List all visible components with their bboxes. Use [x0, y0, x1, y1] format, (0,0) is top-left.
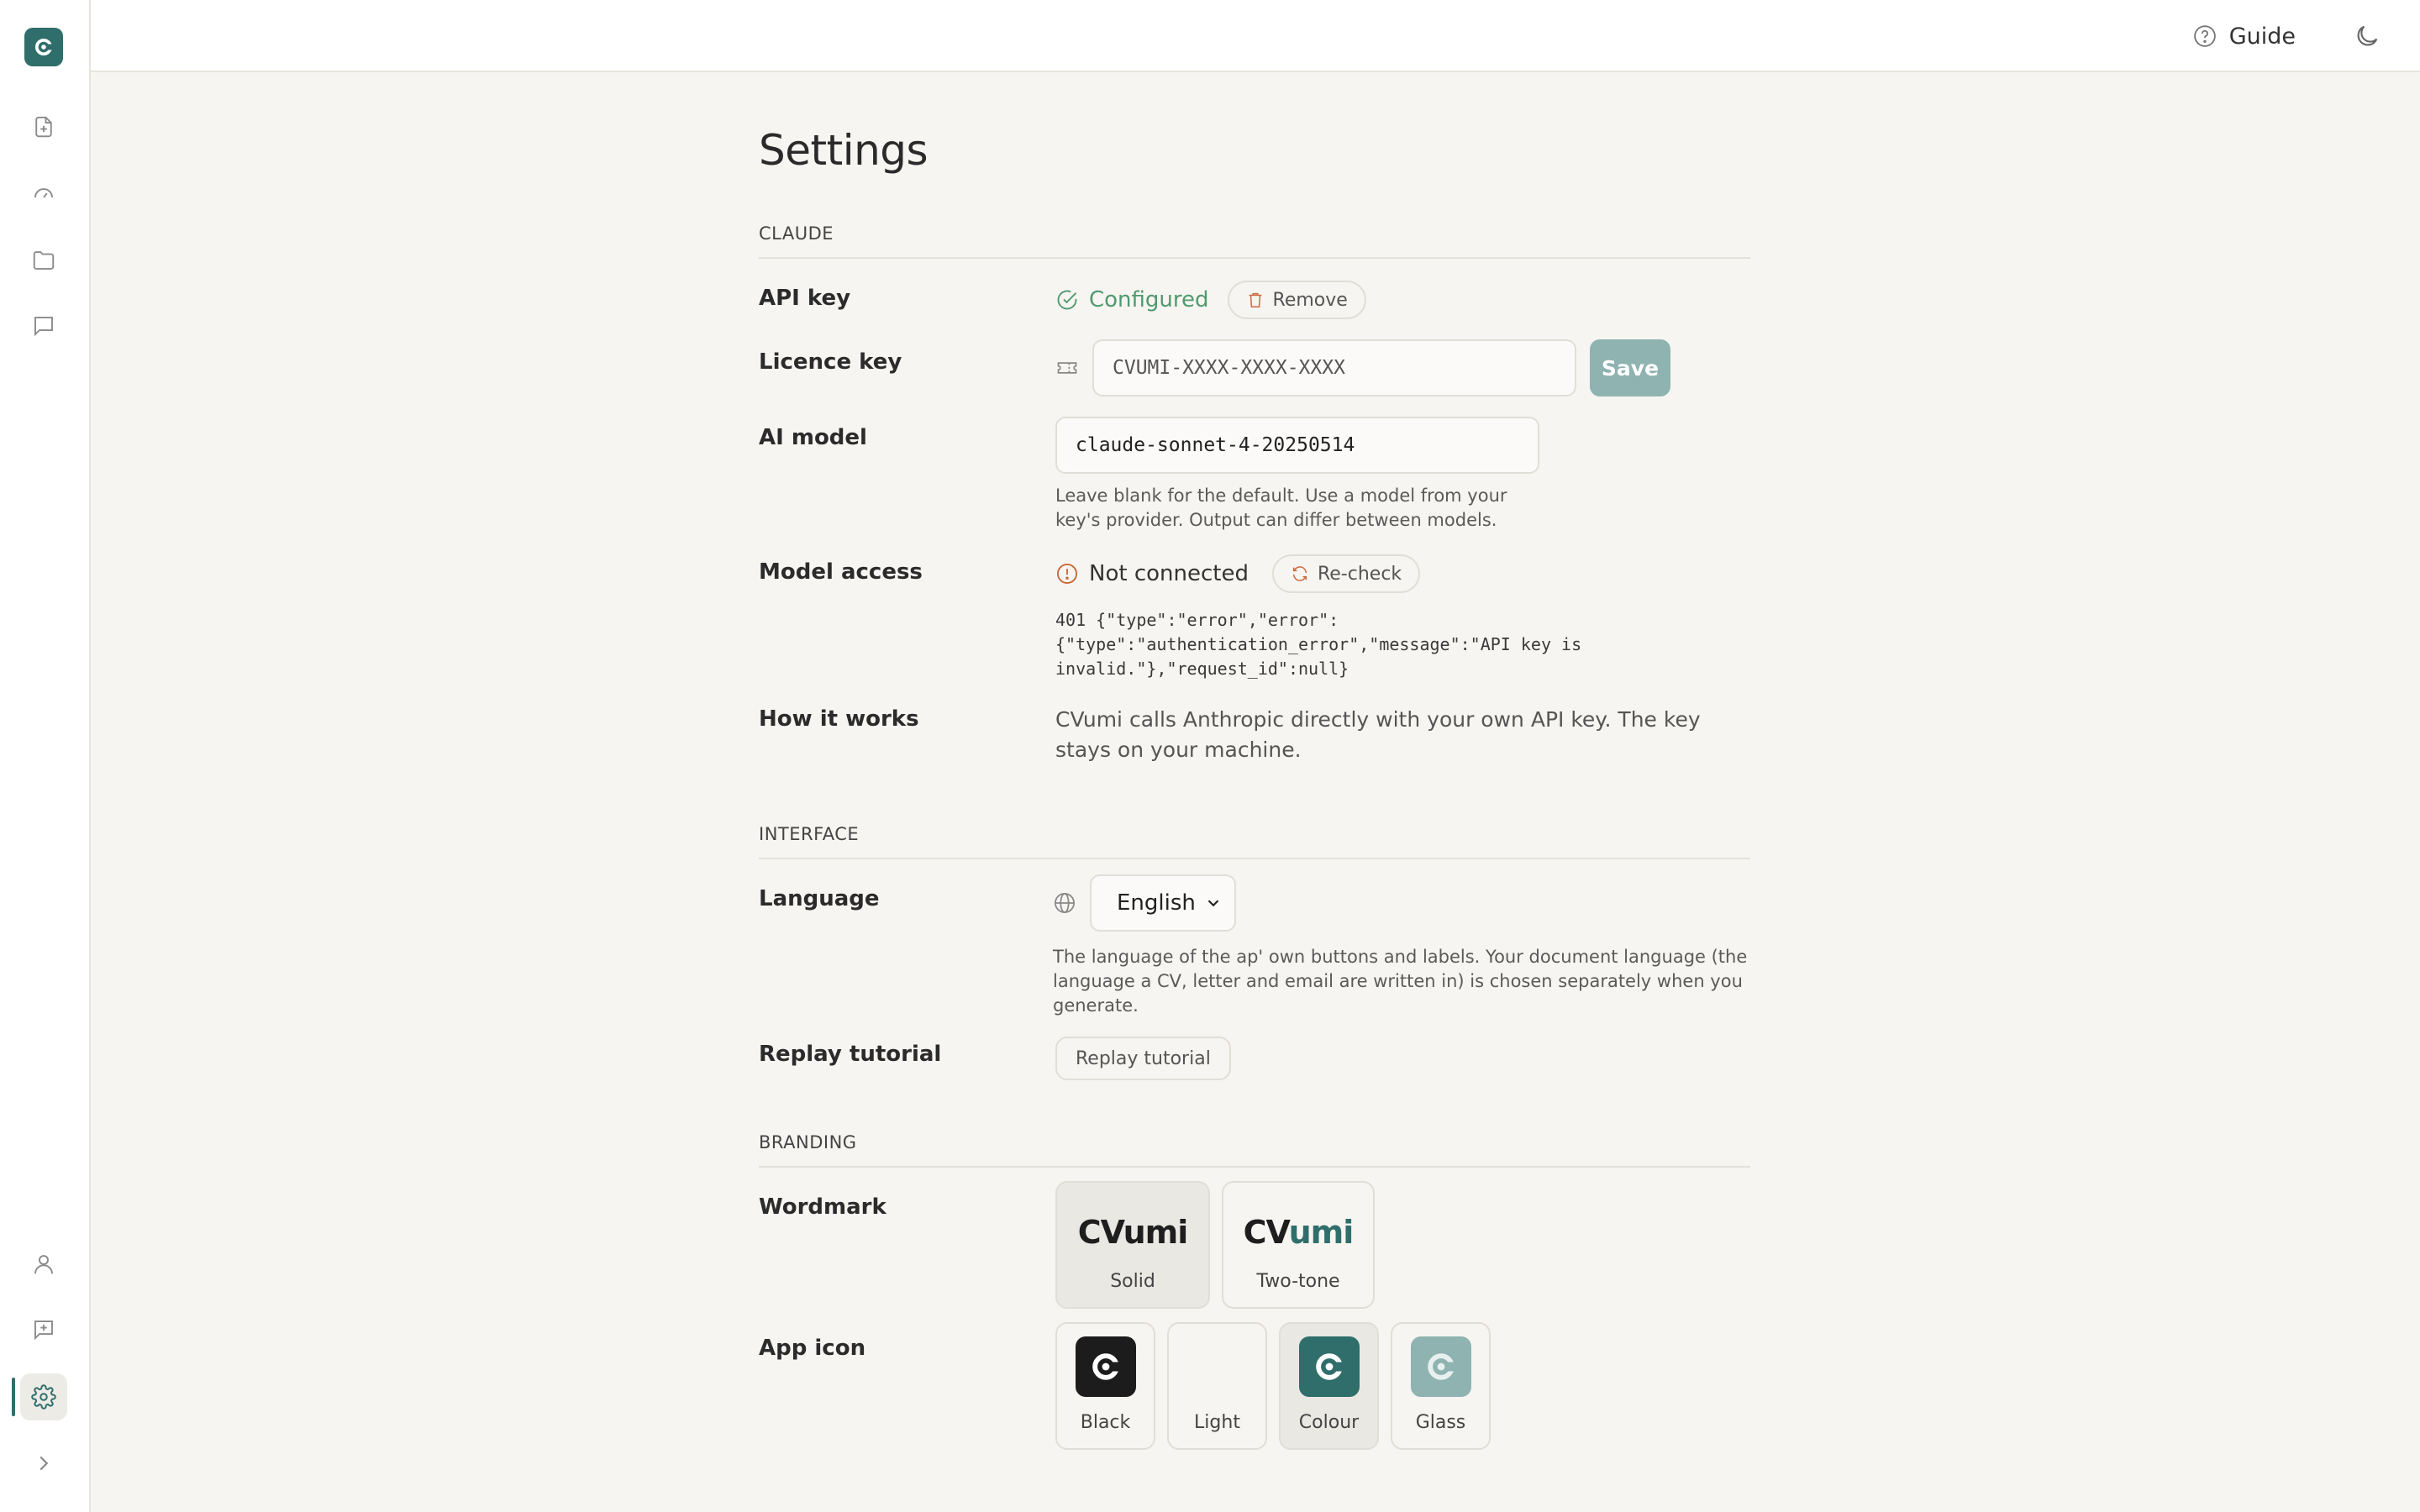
recheck-label: Re-check — [1317, 563, 1402, 585]
app-icon-black-preview — [1076, 1336, 1136, 1397]
gauge-icon — [31, 181, 56, 206]
ai-model-help: Leave blank for the default. Use a model from your key's provider. Output can differ between models. — [1055, 486, 1507, 530]
logo-icon — [1199, 1348, 1236, 1385]
settings-page — [759, 126, 1750, 1450]
app-icon-option-glass[interactable] — [1391, 1322, 1491, 1450]
sidebar-item-folders[interactable] — [20, 237, 67, 284]
remove-label: Remove — [1272, 289, 1348, 311]
app-icon-light-label: Light — [1194, 1412, 1240, 1433]
sidebar-item-profile[interactable] — [20, 1241, 67, 1288]
file-plus-icon — [31, 114, 56, 139]
sidebar-item-messages[interactable] — [20, 302, 67, 349]
licence-key-input[interactable] — [1092, 339, 1576, 396]
replay-tutorial-label: Replay tutorial — [759, 1042, 942, 1067]
language-selected: English — [1117, 890, 1196, 916]
ai-model-input[interactable] — [1055, 417, 1539, 474]
app-icon-option-colour[interactable] — [1279, 1322, 1379, 1450]
trash-icon — [1246, 291, 1265, 309]
logo-icon — [1087, 1348, 1124, 1385]
check-circle-icon — [1055, 288, 1079, 312]
app-icon-label: App icon — [759, 1336, 866, 1361]
logo-icon — [1311, 1348, 1348, 1385]
model-access-status-text: Not connected — [1089, 561, 1249, 586]
ticket-icon — [1055, 356, 1079, 380]
chevron-down-icon — [1204, 894, 1223, 912]
message-plus-icon — [31, 1317, 56, 1342]
folder-icon — [31, 248, 56, 273]
help-circle-icon — [2192, 24, 2217, 49]
api-key-status-text: Configured — [1089, 287, 1209, 312]
model-access-status — [1055, 561, 1249, 586]
ai-model-row — [759, 420, 1750, 533]
wordmark-two-tone-preview: CVumi — [1243, 1214, 1354, 1251]
sidebar-item-settings[interactable] — [20, 1373, 67, 1420]
app-icon-light-preview — [1187, 1336, 1248, 1397]
ai-model-label: AI model — [759, 425, 867, 450]
how-it-works-label: How it works — [759, 706, 919, 732]
globe-icon — [1053, 891, 1076, 915]
wordmark-option-solid[interactable] — [1055, 1181, 1210, 1309]
language-help: The language of the ap' own buttons and labels. Your document language (the language a CV, letter and email are written in) is chosen separately when you generate. — [1053, 947, 1748, 1016]
how-it-works-row — [759, 705, 1750, 765]
wordmark-row — [759, 1193, 1750, 1309]
guide-label: Guide — [2228, 23, 2296, 50]
app-icon-glass-label: Glass — [1415, 1412, 1466, 1433]
licence-key-row — [759, 343, 1750, 396]
guide-button[interactable] — [2192, 18, 2296, 54]
section-claude-title: CLAUDE — [759, 223, 1750, 259]
model-access-label: Model access — [759, 559, 923, 585]
logo-icon — [1423, 1348, 1460, 1385]
wordmark-solid-label: Solid — [1110, 1271, 1155, 1292]
replay-tutorial-row — [759, 1040, 1750, 1080]
api-key-label: API key — [759, 286, 851, 311]
top-bar — [91, 0, 2420, 72]
refresh-icon — [1291, 564, 1309, 583]
language-select[interactable] — [1090, 874, 1236, 932]
sidebar-item-feedback[interactable] — [20, 1306, 67, 1353]
wordmark-solid-preview: CVumi — [1077, 1214, 1188, 1251]
api-key-row — [759, 284, 1750, 319]
app-icon-glass-preview — [1411, 1336, 1471, 1397]
alert-circle-icon — [1055, 562, 1079, 585]
app-icon-colour-preview — [1299, 1336, 1360, 1397]
message-square-icon — [31, 313, 56, 339]
active-indicator — [12, 1378, 15, 1416]
replay-tutorial-button[interactable]: Replay tutorial — [1055, 1037, 1231, 1080]
licence-key-label: Licence key — [759, 349, 902, 375]
app-icon-colour-label: Colour — [1298, 1412, 1360, 1433]
app-icon-row — [759, 1334, 1750, 1450]
remove-api-key-button[interactable] — [1228, 281, 1366, 319]
model-access-row — [759, 554, 1750, 681]
save-licence-button[interactable]: Save — [1590, 339, 1670, 396]
api-key-status — [1055, 287, 1209, 312]
recheck-button[interactable] — [1272, 554, 1420, 593]
sidebar-item-new-document[interactable] — [20, 103, 67, 150]
logo-icon — [32, 35, 55, 59]
section-interface-title: INTERFACE — [759, 824, 1750, 859]
section-branding-title: BRANDING — [759, 1132, 1750, 1168]
app-icon-option-black[interactable] — [1055, 1322, 1155, 1450]
wordmark-label: Wordmark — [759, 1194, 886, 1220]
licence-key-placeholder: CVUMI-XXXX-XXXX-XXXX — [1113, 357, 1345, 379]
wordmark-option-two-tone[interactable] — [1222, 1181, 1375, 1309]
app-icon-black-label: Black — [1080, 1412, 1131, 1433]
app-icon-option-light[interactable] — [1167, 1322, 1267, 1450]
moon-icon[interactable] — [2353, 22, 2381, 50]
language-row — [759, 885, 1750, 1018]
model-access-error: 401 {"type":"error","error": {"type":"authentication_error","message":"API key is invalid."},"request_id":null} — [1055, 610, 1582, 679]
ai-model-value: claude-sonnet-4-20250514 — [1076, 434, 1355, 456]
sidebar-item-dashboard[interactable] — [20, 170, 67, 217]
page-title: Settings — [759, 126, 929, 175]
app-logo[interactable] — [24, 28, 63, 66]
sidebar-expand-button[interactable] — [20, 1440, 67, 1487]
chevron-right-icon — [31, 1451, 56, 1476]
user-icon — [31, 1252, 56, 1277]
wordmark-two-tone-label: Two-tone — [1256, 1271, 1340, 1292]
how-it-works-text: CVumi calls Anthropic directly with your own API key. The key stays on your machine. — [1055, 707, 1701, 762]
language-label: Language — [759, 886, 880, 911]
sidebar — [0, 0, 91, 1512]
gear-icon — [31, 1384, 56, 1410]
